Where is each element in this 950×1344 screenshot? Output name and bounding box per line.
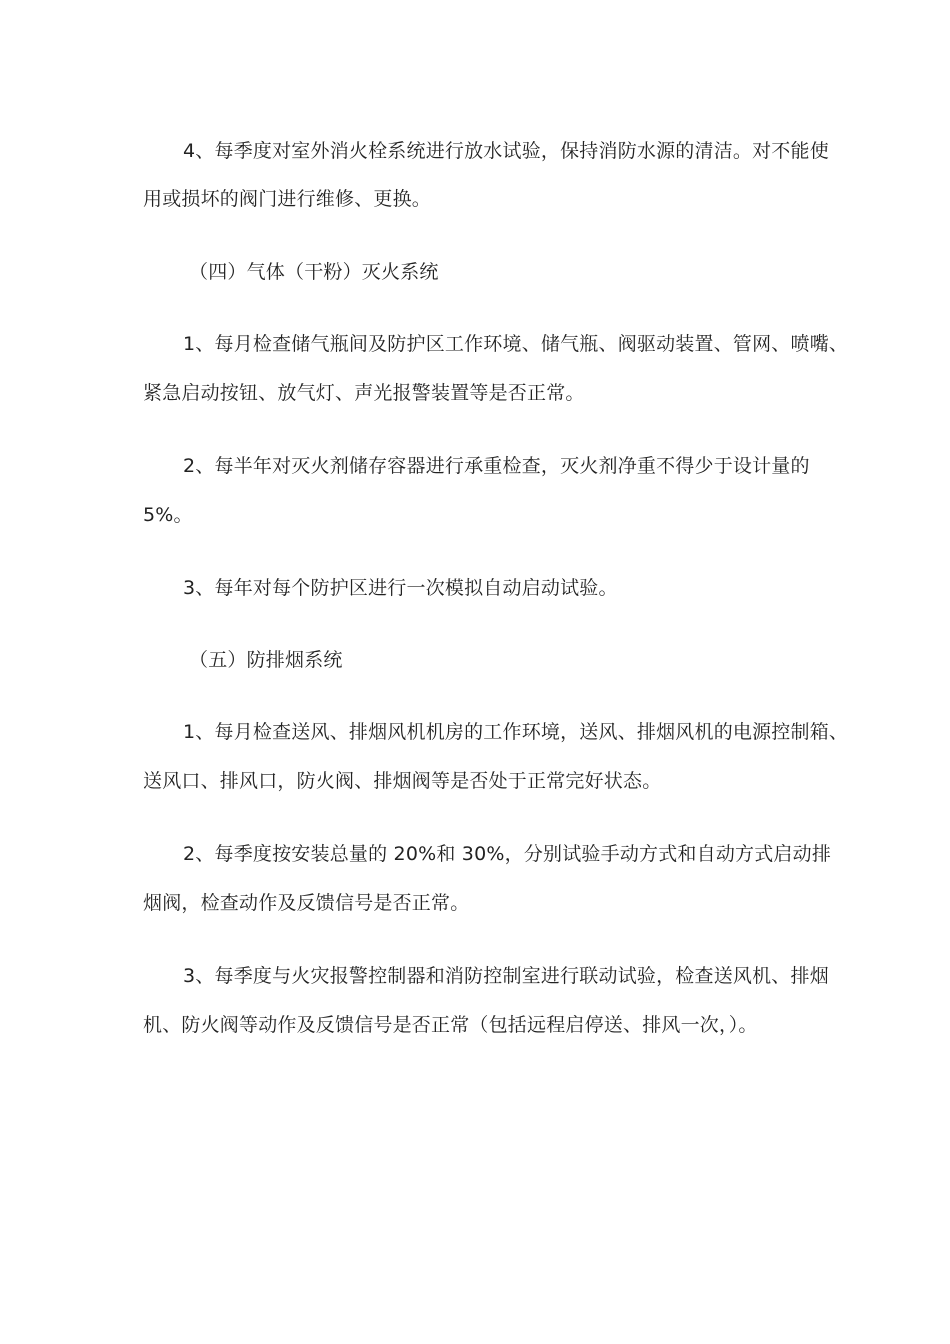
paragraph-line: 3、每季度与火灾报警控制器和消防控制室进行联动试验，检查送风机、排烟 xyxy=(183,965,829,987)
paragraph-line: 1、每月检查储气瓶间及防护区工作环境、储气瓶、阀驱动装置、管网、喷嘴、 xyxy=(183,333,849,355)
paragraph-line: 2、每半年对灭火剂储存容器进行承重检查，灭火剂净重不得少于设计量的 xyxy=(183,455,810,477)
paragraph-line: 紧急启动按钮、放气灯、声光报警装置等是否正常。 xyxy=(143,382,585,404)
paragraph-line: 机、防火阀等动作及反馈信号是否正常（包括远程启停送、排风一次，）。 xyxy=(143,1014,758,1036)
section-heading: （五）防排烟系统 xyxy=(189,649,343,671)
paragraph-line: 烟阀，检查动作及反馈信号是否正常。 xyxy=(143,892,470,914)
paragraph-line: 3、每年对每个防护区进行一次模拟自动启动试验。 xyxy=(183,577,618,599)
paragraph-line: 送风口、排风口，防火阀、排烟阀等是否处于正常完好状态。 xyxy=(143,770,662,792)
section-heading: （四）气体（干粉）灭火系统 xyxy=(189,261,439,283)
paragraph-line: 4、每季度对室外消火栓系统进行放水试验，保持消防水源的清洁。对不能使 xyxy=(183,140,829,162)
paragraph-line: 2、每季度按安装总量的 20%和 30%，分别试验手动方式和自动方式启动排 xyxy=(183,843,832,865)
paragraph-line: 用或损坏的阀门进行维修、更换。 xyxy=(143,188,432,210)
paragraph-line: 1、每月检查送风、排烟风机机房的工作环境，送风、排烟风机的电源控制箱、 xyxy=(183,721,849,743)
paragraph-line: 5%。 xyxy=(143,504,193,526)
